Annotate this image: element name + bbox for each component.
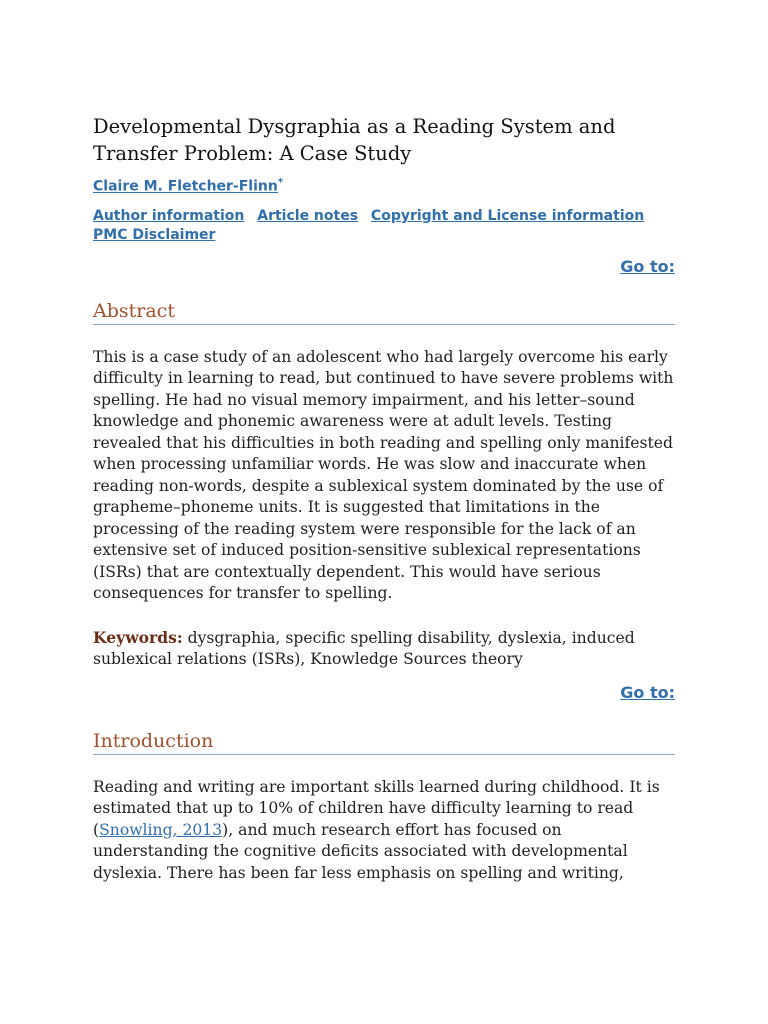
article-content [93,113,675,884]
pmc-disclaimer-link[interactable]: PMC Disclaimer [93,226,216,243]
article-notes-link[interactable]: Article notes [257,207,359,224]
author-marker: * [277,177,284,188]
intro-text-after: ), and much research effort has focused on understanding the cognitive deficits associated with developmental dyslexia. There has been far less emphasis on spelling and writing, [93,820,628,882]
goto-link[interactable]: Go to: [620,256,675,276]
intro-text-before: Reading and writing are important skills learned during childhood. It is estimated that up to 10% of children have difficulty learning to read ( [93,777,660,839]
goto-top [93,257,675,276]
keywords [93,627,675,671]
author-information-link[interactable]: Author information [93,207,245,224]
abstract-text: This is a case study of an adolescent who had largely overcome his early difficulty in learning to read, but continued to have severe problems with spelling. He had no visual memory impairment, and his letter–sound knowledge and phonemic awareness were at adult levels. Testing revealed that his difficulties in both reading and spelling only manifested when processing unfamiliar words. He was slow and inaccurate when reading non-words, despite a sublexical system dominated by the use of grapheme–phoneme units. It is suggested that limitations in the processing of the reading system were responsible for the lack of an extensive set of induced position-sensitive sublexical representations (ISRs) that are contextually dependent. This would have serious consequences for transfer to spelling. [93,347,674,603]
copyright-license-link[interactable]: Copyright and License information [370,207,645,224]
keywords-text: dysgraphia, specific spelling disability, dyslexia, induced sublexical relations (ISRs), Knowledge Sources theory [93,628,635,669]
goto-abstract [93,683,675,702]
author-link[interactable]: Claire M. Fletcher-Flinn [93,178,278,195]
introduction-text [93,777,675,885]
citation-link[interactable]: Snowling, 2013 [99,820,223,839]
introduction-heading: Introduction [93,730,675,755]
keywords-label: Keywords: [93,627,183,647]
author-line [93,177,675,195]
article-title: Developmental Dysgraphia as a Reading System and Transfer Problem: A Case Study [93,115,616,165]
abstract-heading: Abstract [93,300,675,325]
goto-link[interactable]: Go to: [620,682,675,702]
article-meta-links [93,207,675,245]
